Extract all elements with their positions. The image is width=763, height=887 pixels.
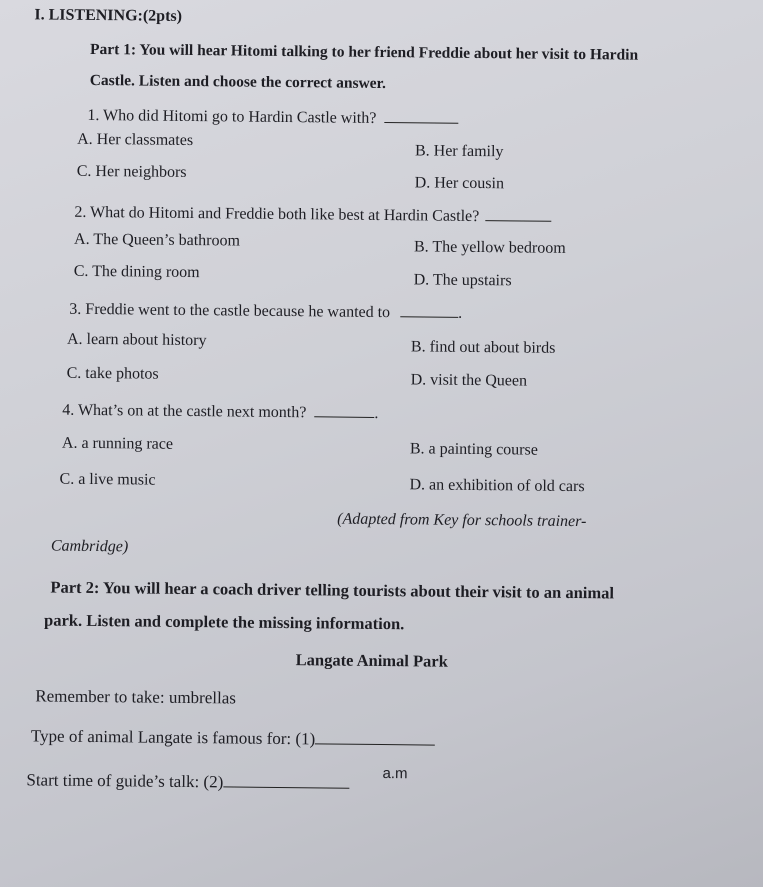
q1-option-a: A. Her classmates: [77, 130, 194, 150]
answer-blank-1[interactable]: [384, 108, 458, 124]
question-4: [62, 400, 378, 423]
answer-blank-2[interactable]: [485, 206, 551, 222]
source-line1: (Adapted from Key for schools trainer-: [337, 510, 587, 531]
q3-option-c: C. take photos: [66, 364, 159, 383]
item-1-label: Type of animal Langate is famous for: (1): [30, 726, 316, 749]
part2-item-2: [26, 770, 349, 793]
question-2-text: 2. What do Hitomi and Freddie both like best at Hardin Castle?: [74, 203, 480, 226]
part2-title: Langate Animal Park: [295, 650, 448, 671]
question-1: [87, 105, 458, 129]
question-2: [74, 202, 551, 227]
q1-option-c: C. Her neighbors: [76, 162, 187, 181]
item-2-label: Start time of guide’s talk: (2): [26, 770, 224, 792]
question-1-text: 1. Who did Hitomi go to Hardin Castle with?: [87, 106, 377, 127]
answer-blank-3[interactable]: [400, 302, 458, 318]
part2-intro-line2: park. Listen and complete the missing information.: [43, 610, 405, 634]
question-4-tail: .: [374, 404, 379, 422]
part1-intro-line2: Castle. Listen and choose the correct answer.: [89, 71, 387, 93]
q3-option-b: B. find out about birds: [410, 338, 556, 357]
source-line2: Cambridge): [50, 537, 129, 556]
q4-option-d: D. an exhibition of old cars: [409, 476, 585, 496]
q1-option-d: D. Her cousin: [414, 174, 505, 193]
remember-line: Remember to take: umbrellas: [35, 686, 237, 708]
q3-option-d: D. visit the Queen: [410, 371, 528, 390]
q2-option-d: D. The upstairs: [413, 271, 512, 290]
answer-blank-part2-1[interactable]: [315, 729, 435, 745]
q4-option-c: C. a live music: [59, 470, 156, 489]
item-2-unit: a.m: [382, 765, 408, 783]
q3-option-a: A. learn about history: [66, 330, 207, 350]
question-3-text: 3. Freddie went to the castle because he wanted to: [69, 300, 391, 322]
question-3: [69, 299, 462, 323]
question-4-text: 4. What’s on at the castle next month?: [62, 401, 307, 422]
part2-item-1: [31, 726, 436, 750]
q1-option-b: B. Her family: [414, 142, 504, 161]
answer-blank-part2-2[interactable]: [223, 772, 349, 788]
section-title: I. LISTENING:(2pts): [34, 6, 183, 25]
q2-option-a: A. The Queen’s bathroom: [73, 230, 241, 250]
q4-option-b: B. a painting course: [409, 440, 538, 459]
part2-intro-line1: Part 2: You will hear a coach driver telling tourists about their visit to an animal: [50, 577, 615, 603]
question-3-tail: .: [458, 304, 463, 322]
q2-option-c: C. The dining room: [73, 262, 200, 282]
answer-blank-4[interactable]: [314, 402, 374, 418]
q2-option-b: B. The yellow bedroom: [413, 238, 566, 257]
q4-option-a: A. a running race: [61, 434, 174, 453]
part1-intro-line1: Part 1: You will hear Hitomi talking to her friend Freddie about her visit to Hardin: [89, 40, 639, 64]
